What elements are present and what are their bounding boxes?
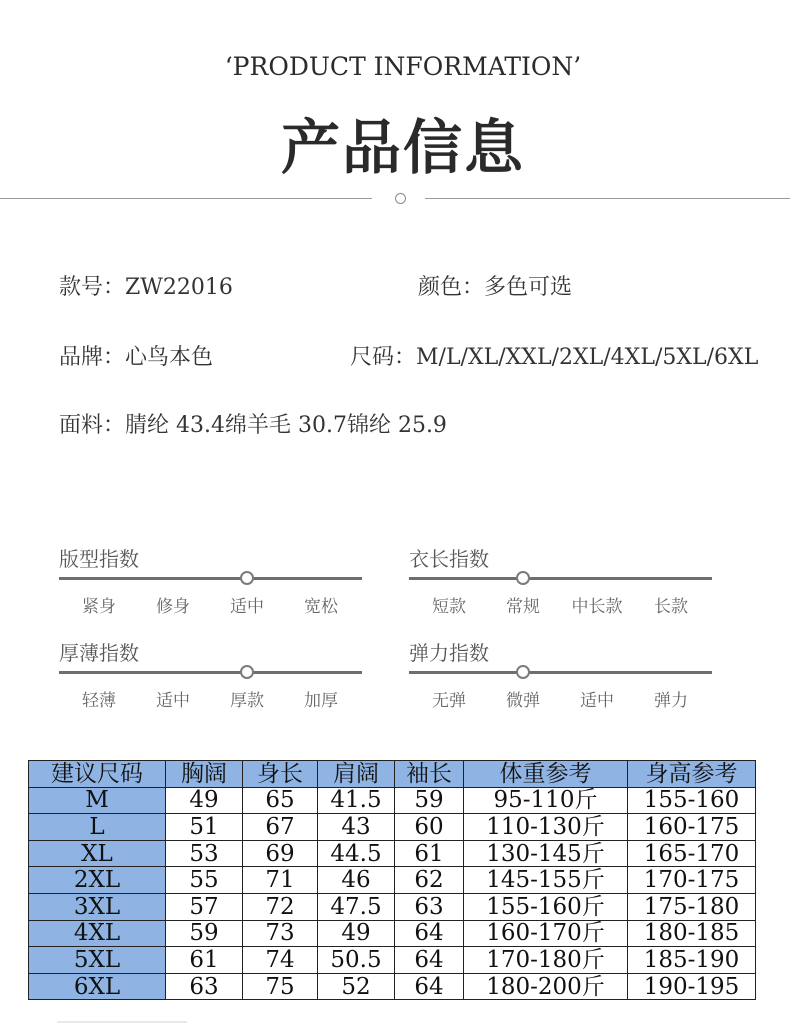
table-cell: 170-175 (628, 867, 756, 894)
scale-option-label: 适中 (156, 691, 190, 711)
table-cell: 52 (318, 973, 395, 1000)
table-cell: 49 (318, 920, 395, 947)
table-cell: 73 (243, 920, 318, 947)
table-row (29, 814, 756, 841)
table-cell: 170-180斤 (464, 947, 628, 974)
scale-option-label: 微弹 (506, 691, 540, 711)
table-cell: 190-195 (628, 973, 756, 1000)
table-cell: 67 (243, 814, 318, 841)
table-cell: 64 (395, 920, 464, 947)
size-cell: 2XL (29, 867, 166, 894)
table-cell: 155-160 (628, 787, 756, 814)
table-cell: 63 (166, 973, 243, 1000)
table-cell: 160-170斤 (464, 920, 628, 947)
brand-name: 品牌：心鸟本色 (59, 345, 214, 370)
table-cell: 75 (243, 973, 318, 1000)
scale-option-label: 短款 (432, 597, 466, 617)
table-header-cell: 肩阔 (318, 761, 395, 788)
length-index-title: 衣长指数 (409, 547, 489, 571)
table-cell: 41.5 (318, 787, 395, 814)
table-cell: 185-190 (628, 947, 756, 974)
scale-option-label: 弹力 (654, 691, 688, 711)
size-cell: 6XL (29, 973, 166, 1000)
table-cell: 72 (243, 893, 318, 920)
table-cell: 61 (166, 947, 243, 974)
table-header-cell: 胸阔 (166, 761, 243, 788)
scale-option-label: 中长款 (571, 597, 623, 617)
scale-option-label: 紧身 (82, 597, 116, 617)
table-cell: 155-160斤 (464, 893, 628, 920)
table-header-cell: 建议尺码 (29, 761, 166, 788)
table-row (29, 867, 756, 894)
table-cell: 57 (166, 893, 243, 920)
size-list: 尺码：M/L/XL/XXL/2XL/4XL/5XL/6XL (350, 345, 759, 370)
table-row (29, 920, 756, 947)
fit-index-scale (59, 543, 379, 618)
table-header-row (29, 761, 756, 788)
divider-left (0, 198, 372, 199)
table-cell: 69 (243, 840, 318, 867)
scale-track (409, 577, 712, 580)
color-option: 颜色：多色可选 (418, 275, 573, 300)
table-cell: 165-170 (628, 840, 756, 867)
scale-option-label: 适中 (230, 597, 264, 617)
scale-option-label: 常规 (506, 597, 540, 617)
scale-track (59, 577, 362, 580)
table-header-cell: 身长 (243, 761, 318, 788)
table-cell: 160-175 (628, 814, 756, 841)
table-cell: 64 (395, 947, 464, 974)
table-cell: 59 (166, 920, 243, 947)
table-cell: 180-200斤 (464, 973, 628, 1000)
divider-circle-icon (395, 193, 406, 204)
scale-track (409, 671, 712, 674)
bottom-divider (57, 1021, 187, 1023)
table-cell: 43 (318, 814, 395, 841)
fit-index-title: 版型指数 (59, 547, 139, 571)
size-cell: L (29, 814, 166, 841)
scale-indicator-icon (240, 571, 254, 585)
table-row (29, 893, 756, 920)
table-cell: 130-145斤 (464, 840, 628, 867)
table-cell: 55 (166, 867, 243, 894)
table-cell: 71 (243, 867, 318, 894)
table-cell: 51 (166, 814, 243, 841)
size-cell: XL (29, 840, 166, 867)
scale-option-label: 轻薄 (82, 691, 116, 711)
table-cell: 53 (166, 840, 243, 867)
size-cell: 4XL (29, 920, 166, 947)
table-cell: 95-110斤 (464, 787, 628, 814)
table-cell: 50.5 (318, 947, 395, 974)
thickness-index-title: 厚薄指数 (59, 641, 139, 665)
table-row (29, 947, 756, 974)
table-header-cell: 体重参考 (464, 761, 628, 788)
scale-indicator-icon (516, 571, 530, 585)
elasticity-index-title: 弹力指数 (409, 641, 489, 665)
table-cell: 62 (395, 867, 464, 894)
table-cell: 59 (395, 787, 464, 814)
scale-track (59, 671, 362, 674)
table-cell: 44.5 (318, 840, 395, 867)
heading-english: ‘PRODUCT INFORMATION’ (224, 52, 582, 81)
table-header-cell: 身高参考 (628, 761, 756, 788)
heading-chinese: 产品信息 (280, 113, 525, 182)
divider-right (425, 198, 790, 199)
scale-option-label: 宽松 (304, 597, 338, 617)
table-cell: 60 (395, 814, 464, 841)
scale-option-label: 长款 (654, 597, 688, 617)
scale-option-label: 适中 (580, 691, 614, 711)
scale-indicator-icon (516, 665, 530, 679)
scale-option-label: 修身 (156, 597, 190, 617)
size-cell: 3XL (29, 893, 166, 920)
scale-indicator-icon (240, 665, 254, 679)
table-cell: 46 (318, 867, 395, 894)
scale-option-label: 无弹 (432, 691, 466, 711)
table-row (29, 840, 756, 867)
scale-option-label: 加厚 (304, 691, 338, 711)
table-cell: 110-130斤 (464, 814, 628, 841)
size-cell: 5XL (29, 947, 166, 974)
table-cell: 65 (243, 787, 318, 814)
table-cell: 63 (395, 893, 464, 920)
size-cell: M (29, 787, 166, 814)
length-index-scale (409, 543, 729, 618)
style-number: 款号：ZW22016 (59, 275, 233, 300)
table-row (29, 787, 756, 814)
scale-option-label: 厚款 (230, 691, 264, 711)
table-cell: 175-180 (628, 893, 756, 920)
size-table (28, 760, 756, 1000)
table-cell: 49 (166, 787, 243, 814)
table-cell: 74 (243, 947, 318, 974)
table-row (29, 973, 756, 1000)
table-cell: 61 (395, 840, 464, 867)
table-cell: 47.5 (318, 893, 395, 920)
table-cell: 145-155斤 (464, 867, 628, 894)
fabric-composition: 面料：腈纶 43.4绵羊毛 30.7锦纶 25.9 (59, 413, 447, 438)
table-cell: 64 (395, 973, 464, 1000)
table-header-cell: 袖长 (395, 761, 464, 788)
thickness-index-scale (59, 637, 379, 712)
table-cell: 180-185 (628, 920, 756, 947)
elasticity-index-scale (409, 637, 729, 712)
